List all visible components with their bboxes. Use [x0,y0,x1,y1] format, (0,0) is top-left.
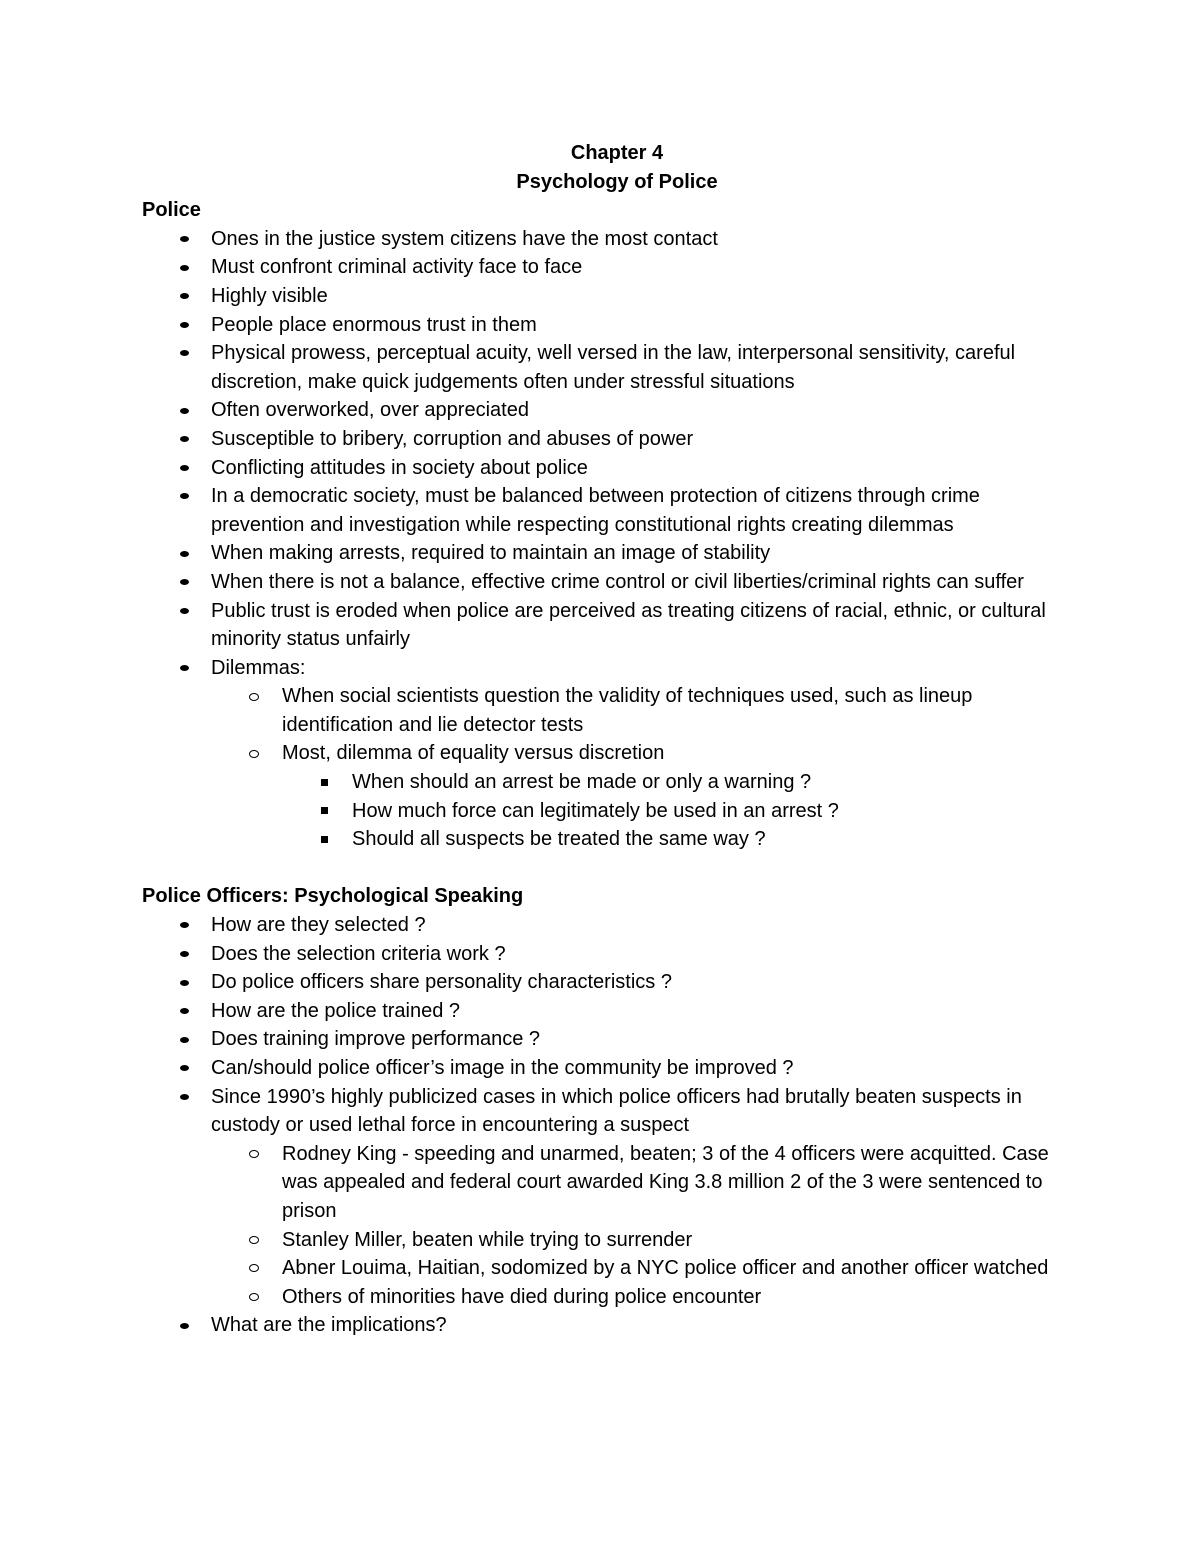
bullet-dot-icon [177,1083,191,1112]
list-item: Most, dilemma of equality versus discretion [142,739,1072,768]
bullet-dot-icon [177,396,191,425]
bullet-dot-icon [177,597,191,626]
bullet-dot-icon [177,311,191,340]
bullet-dot-icon [177,225,191,254]
bullet-square-icon [317,825,331,854]
list-item: In a democratic society, must be balanced between protection of citizens through crime prevention and investigation while respecting constitutional rights creating dilemmas [142,482,1072,539]
list-item: Should all suspects be treated the same way ? [142,825,1072,854]
list-item: Can/should police officer’s image in the community be improved ? [142,1054,1072,1083]
section-heading-police: Police [142,199,201,222]
bullet-dot-icon [177,997,191,1026]
list-item: Does the selection criteria work ? [142,940,1072,969]
police-bullet-list [142,225,1072,854]
bullet-circle-icon [247,1283,261,1312]
bullet-dot-icon [177,425,191,454]
bullet-dot-icon [177,968,191,997]
list-item: Does training improve performance ? [142,1025,1072,1054]
bullet-dot-icon [177,568,191,597]
document-page [142,139,1072,1340]
officers-bullet-list [142,911,1072,1340]
chapter-number: Chapter 4 [570,142,664,164]
bullet-dot-icon [177,1311,191,1340]
bullet-dot-icon [177,1025,191,1054]
chapter-title: Psychology of Police [516,170,718,193]
bullet-dot-icon [177,654,191,683]
section-heading-officers: Police Officers: Psychological Speaking [142,885,524,908]
list-item: People place enormous trust in them [142,311,1072,340]
bullet-dot-icon [177,1054,191,1083]
list-item: Ones in the justice system citizens have the most contact [142,225,1072,254]
list-item: What are the implications? [142,1311,1072,1340]
list-item: Abner Louima, Haitian, sodomized by a NYC police officer and another officer watched [142,1254,1072,1283]
list-item: Public trust is eroded when police are perceived as treating citizens of racial, ethnic, or cultural minority status unfairly [142,597,1072,654]
bullet-dot-icon [177,940,191,969]
list-item: Do police officers share personality characteristics ? [142,968,1072,997]
bullet-dot-icon [177,482,191,511]
list-item: Dilemmas: [142,654,1072,683]
list-item: Conflicting attitudes in society about police [142,454,1072,483]
bullet-dot-icon [177,539,191,568]
list-item: Stanley Miller, beaten while trying to surrender [142,1226,1072,1255]
list-item: Since 1990’s highly publicized cases in which police officers had brutally beaten suspects in custody or used lethal force in encountering a suspect [142,1083,1072,1140]
bullet-square-icon [317,797,331,826]
list-item: How are they selected ? [142,911,1072,940]
list-item: Rodney King - speeding and unarmed, beaten; 3 of the 4 officers were acquitted. Case was appealed and federal court awarded King 3.8 million 2 of the 3 were sentenced to prison [142,1140,1072,1226]
bullet-dot-icon [177,253,191,282]
list-item: Must confront criminal activity face to face [142,253,1072,282]
list-item: When making arrests, required to maintain an image of stability [142,539,1072,568]
bullet-circle-icon [247,1254,261,1283]
list-item: Susceptible to bribery, corruption and abuses of power [142,425,1072,454]
list-item: Physical prowess, perceptual acuity, well versed in the law, interpersonal sensitivity, careful discretion, make quick judgements often under stressful situations [142,339,1072,396]
list-item: Often overworked, over appreciated [142,396,1072,425]
bullet-dot-icon [177,282,191,311]
bullet-circle-icon [247,1226,261,1255]
section-spacer [142,854,1072,883]
bullet-circle-icon [247,682,261,711]
bullet-dot-icon [177,911,191,940]
bullet-dot-icon [177,339,191,368]
list-item: When there is not a balance, effective crime control or civil liberties/criminal rights can suffer [142,568,1072,597]
bullet-circle-icon [247,1140,261,1169]
list-item: When should an arrest be made or only a warning ? [142,768,1072,797]
list-item: How are the police trained ? [142,997,1072,1026]
bullet-square-icon [317,768,331,797]
bullet-circle-icon [247,739,261,768]
list-item: Highly visible [142,282,1072,311]
list-item: How much force can legitimately be used in an arrest ? [142,797,1072,826]
list-item: Others of minorities have died during police encounter [142,1283,1072,1312]
list-item: When social scientists question the validity of techniques used, such as lineup identification and lie detector tests [142,682,1072,739]
bullet-dot-icon [177,454,191,483]
